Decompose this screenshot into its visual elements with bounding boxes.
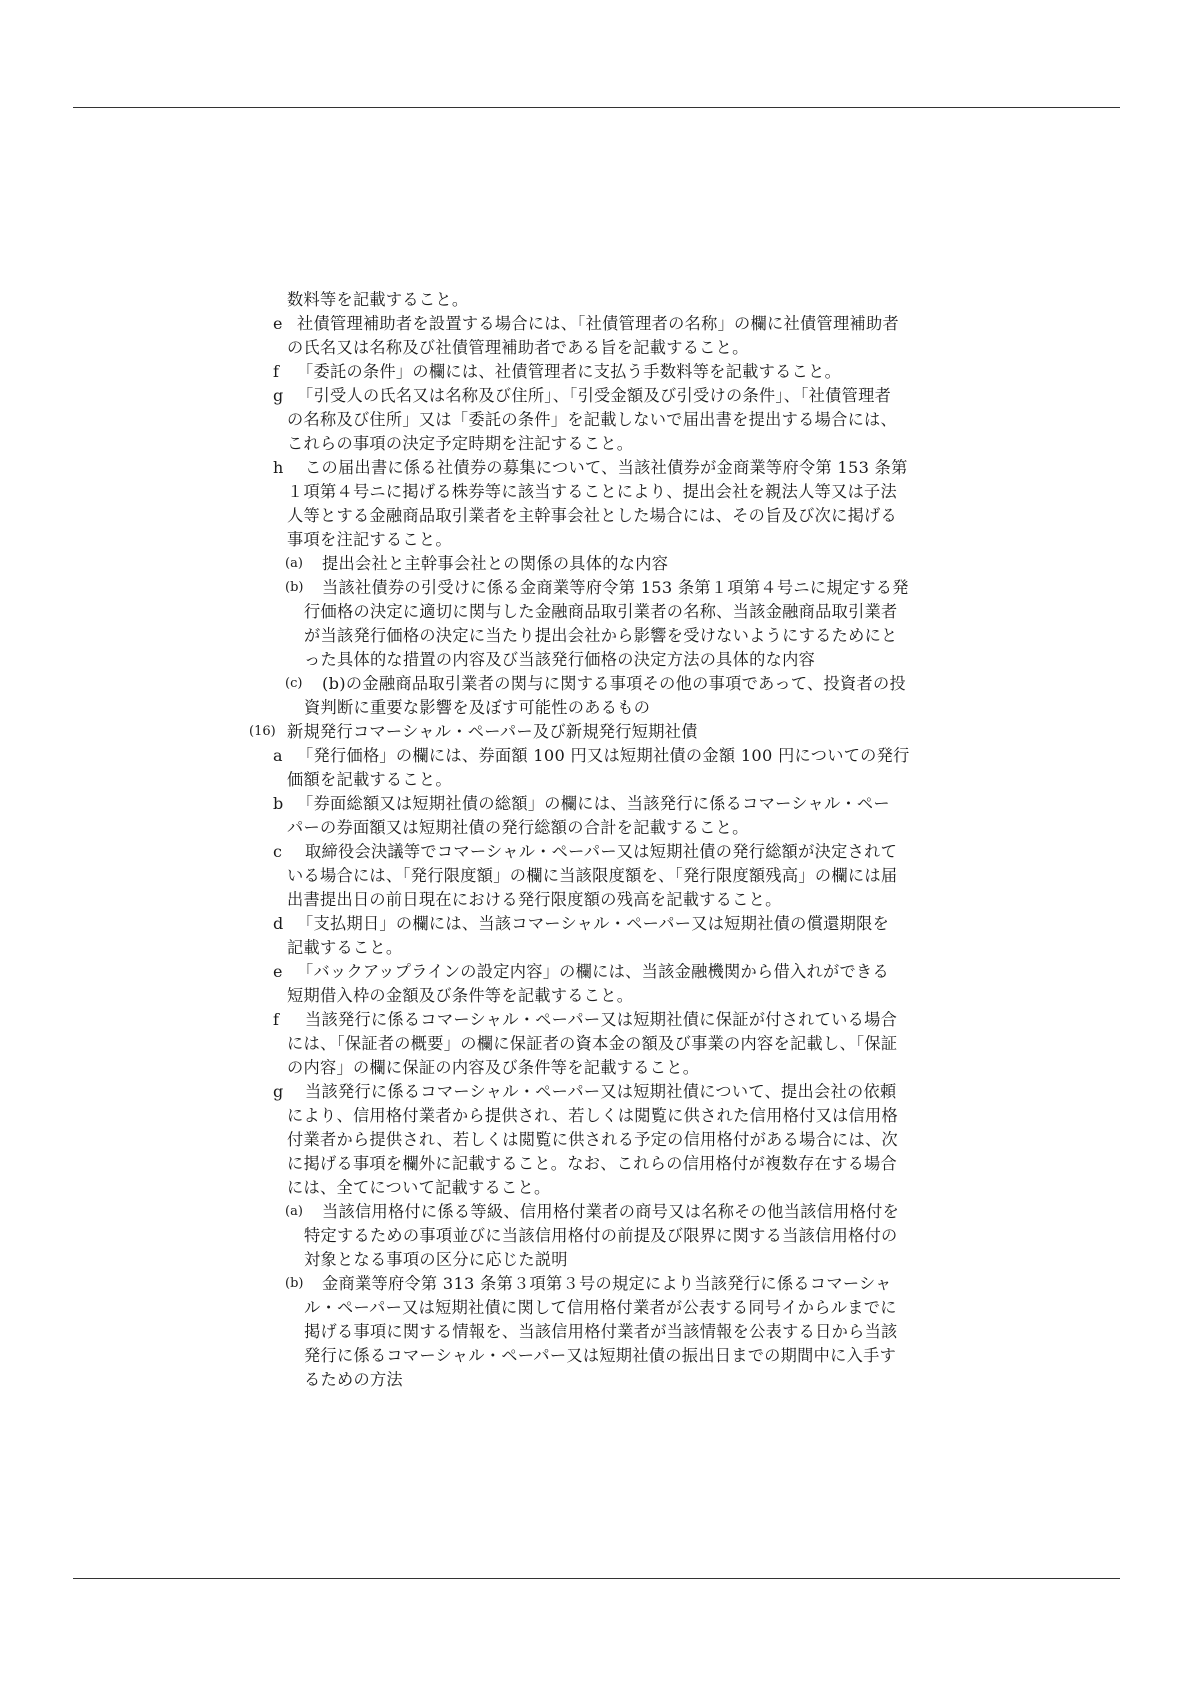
s16-item-d-marker: d — [273, 914, 284, 933]
s16-item-a-line-2: 価額を記載すること。 — [287, 770, 452, 789]
s16-item-b-line-1: 「券面総額又は短期社債の総額」の欄には、当該発行に係るコマーシャル・ペー — [297, 794, 890, 813]
s16-item-b-line-2: パーの券面額又は短期社債の発行総額の合計を記載すること。 — [287, 818, 749, 837]
s16-item-f-line-3: の内容」の欄に保証の内容及び条件等を記載すること。 — [287, 1058, 700, 1077]
s16-item-d-line-2: 記載すること。 — [287, 938, 403, 957]
s16-item-c-line-1: 取締役会決議等でコマーシャル・ペーパー又は短期社債の発行総額が決定されて — [305, 842, 898, 861]
s16-item-c-marker: c — [273, 842, 282, 861]
item-h-b-line-3: が当該発行価格の決定に当たり提出会社から影響を受けないようにするためにと — [304, 626, 898, 645]
s16-item-g-line-2: により、信用格付業者から提供され、若しくは閲覧に供された信用格付又は信用格 — [287, 1106, 899, 1125]
item-h-line-2: １項第４号ニに掲げる株券等に該当することにより、提出会社を親法人等又は子法 — [287, 482, 898, 501]
s16-item-f-line-1: 当該発行に係るコマーシャル・ペーパー又は短期社債に保証が付されている場合 — [305, 1010, 898, 1029]
s16-item-e-marker: e — [273, 962, 283, 981]
s16-item-e-line-1: 「バックアップラインの設定内容」の欄には、当該金融機関から借入れができる — [297, 962, 889, 981]
item-g-line-3: これらの事項の決定予定時期を注記すること。 — [287, 434, 634, 453]
s16-item-a-marker: a — [273, 746, 283, 765]
s16-item-g-b-line-1: 金商業等府令第 313 条第３項第３号の規定により当該発行に係るコマーシャ — [322, 1274, 892, 1293]
s16-item-g-b-line-3: 掲げる事項に関する情報を、当該信用格付業者が当該情報を公表する日から当該 — [304, 1322, 898, 1341]
s16-item-g-line-1: 当該発行に係るコマーシャル・ペーパー又は短期社債について、提出会社の依頼 — [305, 1082, 897, 1101]
item-f-marker: f — [273, 362, 279, 381]
item-g-marker: g — [273, 386, 284, 405]
item-h-b-line-1: 当該社債券の引受けに係る金商業等府令第 153 条第１項第４号ニに規定する発 — [322, 578, 909, 597]
section-16-marker: (16) — [249, 724, 276, 739]
item-h-b-marker: (b) — [285, 580, 304, 595]
item-e-line-2: の氏名又は名称及び社債管理補助者である旨を記載すること。 — [287, 338, 749, 357]
s16-item-g-a-line-1: 当該信用格付に係る等級、信用格付業者の商号又は名称その他当該信用格付を — [322, 1202, 900, 1221]
s16-item-f-line-2: には、「保証者の概要」の欄に保証者の資本金の額及び事業の内容を記載し、「保証 — [287, 1034, 898, 1053]
item-h-c-line-2: 資判断に重要な影響を及ぼす可能性のあるもの — [304, 698, 651, 717]
s16-item-b-marker: b — [273, 794, 284, 813]
s16-item-g-marker: g — [273, 1082, 284, 1101]
item-h-c-marker: (c) — [285, 676, 303, 691]
item-h-c-line-1: (b)の金融商品取引業者の関与に関する事項その他の事項であって、投資者の投 — [322, 674, 906, 693]
s16-item-g-line-5: には、全てについて記載すること。 — [287, 1178, 551, 1197]
s16-item-d-line-1: 「支払期日」の欄には、当該コマーシャル・ペーパー又は短期社債の償還期限を — [297, 914, 890, 933]
s16-item-c-line-3: 出書提出日の前日現在における発行限度額の残高を記載すること。 — [287, 890, 782, 909]
item-f-line-1: 「委託の条件」の欄には、社債管理者に支払う手数料等を記載すること。 — [297, 362, 842, 381]
item-h-a-line-1: 提出会社と主幹事会社との関係の具体的な内容 — [322, 554, 669, 573]
s16-item-g-a-line-3: 対象となる事項の区分に応じた説明 — [304, 1250, 568, 1269]
s16-item-g-line-4: に掲げる事項を欄外に記載すること。なお、これらの信用格付が複数存在する場合 — [287, 1154, 898, 1173]
item-e-marker: e — [273, 314, 283, 333]
s16-item-g-b-line-5: るための方法 — [304, 1370, 403, 1389]
s16-item-g-a-marker: (a) — [285, 1204, 303, 1219]
item-h-b-line-2: 行価格の決定に適切に関与した金融商品取引業者の名称、当該金融商品取引業者 — [304, 602, 898, 621]
s16-item-g-b-line-4: 発行に係るコマーシャル・ペーパー又は短期社債の振出日までの期間中に入手す — [304, 1346, 897, 1365]
item-h-a-marker: (a) — [285, 556, 303, 571]
s16-item-a-line-1: 「発行価格」の欄には、券面額 100 円又は短期社債の金額 100 円についての発行 — [297, 746, 910, 765]
item-h-line-3: 人等とする金融商品取引業者を主幹事会社とした場合には、その旨及び次に掲げる — [287, 506, 898, 525]
item-h-line-1: この届出書に係る社債券の募集について、当該社債券が金商業等府令第 153 条第 — [305, 458, 908, 477]
item-e-line-1: 社債管理補助者を設置する場合には、「社債管理者の名称」の欄に社債管理補助者 — [297, 314, 899, 333]
header-rule — [73, 107, 1120, 108]
s16-item-c-line-2: いる場合には、「発行限度額」の欄に当該限度額を、「発行限度額残高」の欄には届 — [287, 866, 898, 885]
section-16-title: 新規発行コマーシャル・ペーパー及び新規発行短期社債 — [287, 722, 698, 741]
item-h-line-4: 事項を注記すること。 — [287, 530, 452, 549]
s16-item-g-b-line-2: ル・ペーパー又は短期社債に関して信用格付業者が公表する同号イからルまでに — [304, 1298, 897, 1317]
s16-item-f-marker: f — [273, 1010, 279, 1029]
s16-item-e-line-2: 短期借入枠の金額及び条件等を記載すること。 — [287, 986, 634, 1005]
s16-item-g-a-line-2: 特定するための事項並びに当該信用格付の前提及び限界に関する当該信用格付の — [304, 1226, 898, 1245]
item-h-b-line-4: った具体的な措置の内容及び当該発行価格の決定方法の具体的な内容 — [304, 650, 816, 669]
item-g-line-2: の名称及び住所」又は「委託の条件」を記載しないで届出書を提出する場合には、 — [287, 410, 898, 429]
d-cont-line-1: 数料等を記載すること。 — [287, 290, 469, 309]
item-h-marker: h — [273, 458, 284, 477]
s16-item-g-b-marker: (b) — [285, 1276, 304, 1291]
s16-item-g-line-3: 付業者から提供され、若しくは閲覧に供される予定の信用格付がある場合には、次 — [287, 1130, 899, 1149]
footer-rule — [73, 1578, 1120, 1579]
item-g-line-1: 「引受人の氏名又は名称及び住所」、「引受金額及び引受けの条件」、「社債管理者 — [297, 386, 892, 405]
